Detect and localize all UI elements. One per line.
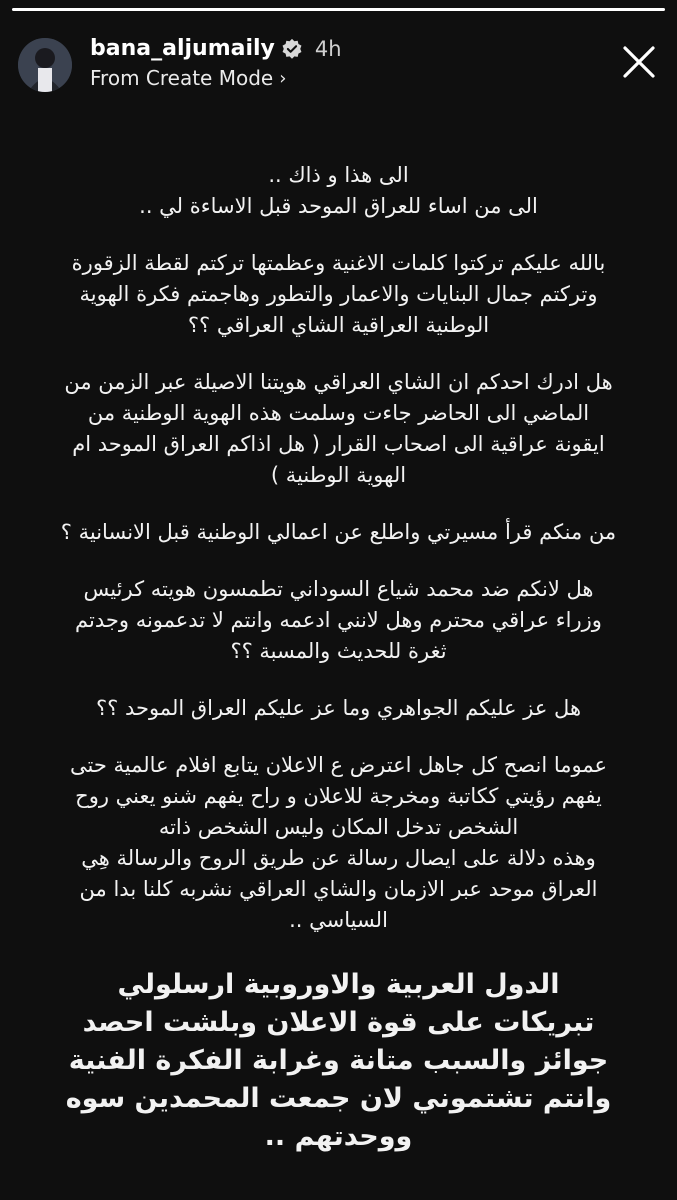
post-time: 4h (314, 36, 342, 61)
story-header (18, 34, 659, 98)
username[interactable]: bana_aljumaily (90, 36, 275, 61)
paragraph-line: الى هذا و ذاك .. (268, 163, 409, 187)
create-mode-label: From Create Mode (90, 66, 274, 90)
story-text-content (28, 160, 649, 1156)
paragraph-line: الماضي الى الحاضر جاءت وسلمت هذه الهوية الوطنية من (87, 401, 590, 425)
highlight-line: وانتم تشتموني لان جمعت المحمدين سوه (65, 1083, 612, 1114)
story-paragraph (28, 750, 649, 936)
story-progress-bar (12, 8, 665, 11)
paragraph-line: هل عز عليكم الجواهري وما عز عليكم العراق الموحد ؟؟ (95, 696, 582, 720)
story-paragraph (28, 693, 649, 724)
highlight-line: الدول العربية والاوروبية ارسلولي (117, 969, 560, 1000)
paragraph-line: الوطنية العراقية الشاي العراقي ؟؟ (187, 313, 490, 337)
story-paragraph (28, 160, 649, 222)
paragraph-line: عموما انصح كل جاهل اعترض ع الاعلان يتابع افلام عالمية حتى (69, 753, 608, 777)
paragraph-line: وتركتم جمال البنايات والاعمار والتطور وهاجمتم فكرة الهوية (79, 282, 598, 306)
create-mode-link[interactable] (90, 66, 286, 90)
highlight-line: تبريكات على قوة الاعلان وبلشت احصد (82, 1007, 595, 1038)
paragraph-line: الهوية الوطنية ) (270, 463, 407, 487)
paragraph-line: يفهم رؤيتي ككاتبة ومخرجة للاعلان و راح يفهم شنو يعني روح (75, 784, 602, 808)
avatar-image (18, 38, 72, 92)
chevron-right-icon: › (279, 67, 287, 89)
paragraph-line: ثغرة للحديث والمسبة ؟؟ (230, 639, 447, 663)
paragraph-line: هل لانكم ضد محمد شياع السوداني تطمسون هويته كرئيس (83, 577, 594, 601)
paragraph-line: بالله عليكم تركتوا كلمات الاغنية وعظمتها تركتم لقطة الزقورة (71, 251, 606, 275)
paragraph-line: السياسي .. (289, 908, 388, 932)
paragraph-line: من منكم قرأ مسيرتي واطلع عن اعمالي الوطنية قبل الانسانية ؟ (60, 520, 617, 544)
highlight-line: جوائز والسبب متانة وغرابة الفكرة الفنية (68, 1045, 609, 1076)
story-paragraph (28, 574, 649, 667)
story-user-row (90, 36, 342, 61)
close-icon[interactable] (619, 42, 659, 82)
paragraph-line: وهذه دلالة على ايصال رسالة عن طريق الروح والرسالة هِي (81, 846, 596, 870)
paragraph-line: الشخص تدخل المكان وليس الشخص ذاته (158, 815, 519, 839)
verified-badge-icon (281, 38, 303, 60)
story-highlight-paragraph (28, 966, 649, 1156)
paragraph-line: ايقونة عراقية الى اصحاب القرار ( هل اذاكم العراق الموحد ام (72, 432, 605, 456)
story-paragraph (28, 517, 649, 548)
paragraph-line: هل ادرك احدكم ان الشاي العراقي هويتنا الاصيلة عبر الزمن من (64, 370, 613, 394)
paragraph-line: وزراء عراقي محترم وهل لانني ادعمه وانتم لا تدعمونه وجدتم (75, 608, 602, 632)
story-paragraph (28, 367, 649, 491)
story-paragraph (28, 248, 649, 341)
paragraph-line: العراق موحد عبر الازمان والشاي العراقي نشربه كلنا بدا من (79, 877, 598, 901)
story-progress-fill (12, 8, 665, 11)
paragraph-line: الى من اساء للعراق الموحد قبل الاساءة لي .. (139, 194, 538, 218)
avatar[interactable] (18, 38, 72, 92)
highlight-line: ووحدتهم .. (264, 1121, 413, 1152)
